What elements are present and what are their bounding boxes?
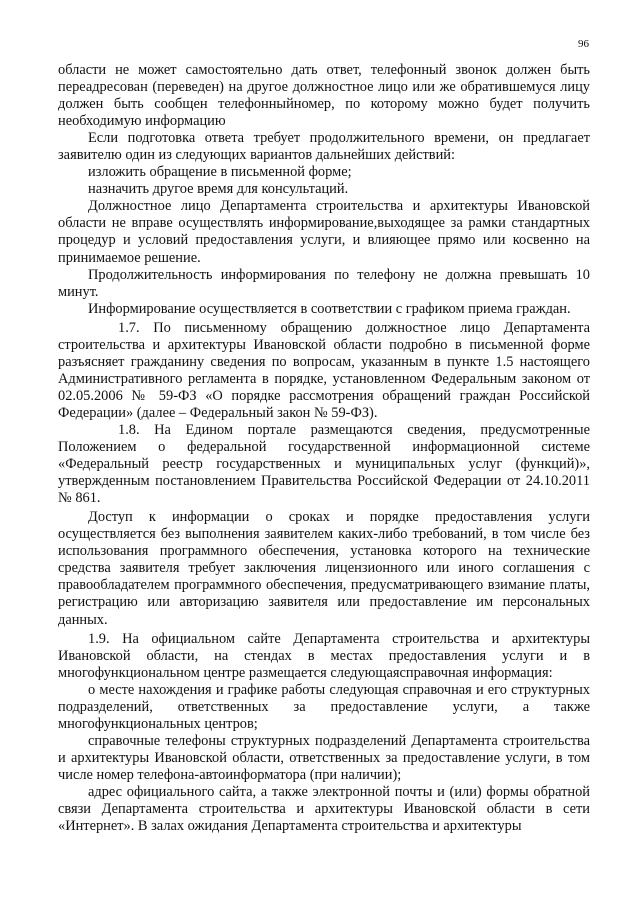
option-written-form: изложить обращение в письменной форме; (88, 164, 352, 181)
paragraph-long-preparation: Если подготовка ответа требует продолжительного времени, он предлагает заявителю один из следующих вариантов дальнейших действий: (58, 130, 590, 164)
option-other-time: назначить другое время для консультаций. (88, 181, 349, 198)
list-item-website: адрес официального сайта, а также электронной почты и (или) формы обратной связи Департамента строительства и архитектуры Ивановской области в сети «Интернет». В залах ожидания Департамента строительства и архитектуры (58, 783, 590, 835)
paragraph-phone-duration: Продолжительность информирования по телефону не должна превышать 10 минут. (58, 266, 590, 300)
list-item-location: о месте нахождения и графике работы следующая справочная и его структурных подразделений, ответственных за предоставление услуги, а также многофункциональных центров; (58, 681, 590, 732)
document-body (58, 62, 590, 835)
page-number: 96 (578, 38, 589, 50)
paragraph-1-8: 1.8. На Едином портале размещаются сведения, предусмотренные Положением о федеральной государственной информационной системе «Федеральный реестр государственных и муниципальных услуг (функций)», утвержденным постановлением Правительства Российской Федерации от 24.10.2011 № 861. (58, 421, 590, 507)
paragraph-official-limits: Должностное лицо Департамента строительства и архитектуры Ивановской области не вправе осуществлять информирование,выходящее за рамки стандартных процедур и условий предоставления услуги, и влияющее прямо или косвенно на принимаемое решение. (58, 198, 590, 266)
paragraph-continuation: области не может самостоятельно дать ответ, телефонный звонок должен быть переадресован (переведен) на другое должностное лицо или же обратившемуся лицу должен быть сообщен телефонныйномер, по которому можно будет получить необходимую информацию (58, 62, 590, 130)
paragraph-access: Доступ к информации о сроках и порядке предоставления услуги осуществляется без выполнения заявителем каких-либо требований, в том числе без использования программного обеспечения, установка которого на технические средства заявителя требует заключения лицензионного или иного соглашения с правообладателем программного обеспечения, предусматривающего взимание платы, регистрацию или авторизацию заявителя или предоставление им персональных данных. (58, 509, 590, 628)
paragraph-schedule: Информирование осуществляется в соответствии с графиком приема граждан. (88, 300, 571, 317)
paragraph-1-7: 1.7. По письменному обращению должностное лицо Департамента строительства и архитектуры Ивановской области подробно в письменной форме разъясняет гражданину сведения по вопросам, указанным в пункте 1.5 настоящего Административного регламента в порядке, установленном Федеральным законом от 02.05.2006 № 59-ФЗ «О порядке рассмотрения обращений граждан Российской Федерации» (далее – Федеральный закон № 59-ФЗ). (58, 319, 590, 421)
list-item-phones: справочные телефоны структурных подразделений Департамента строительства и архитектуры Ивановской области, ответственных за предоставление услуги, в том числе номер телефона-автоинформатора (при наличии); (58, 732, 590, 783)
paragraph-1-9: 1.9. На официальном сайте Департамента строительства и архитектуры Ивановской области, на стендах в местах предоставления услуги и в многофункциональном центре размещается следующаясправочная информация: (58, 630, 590, 681)
